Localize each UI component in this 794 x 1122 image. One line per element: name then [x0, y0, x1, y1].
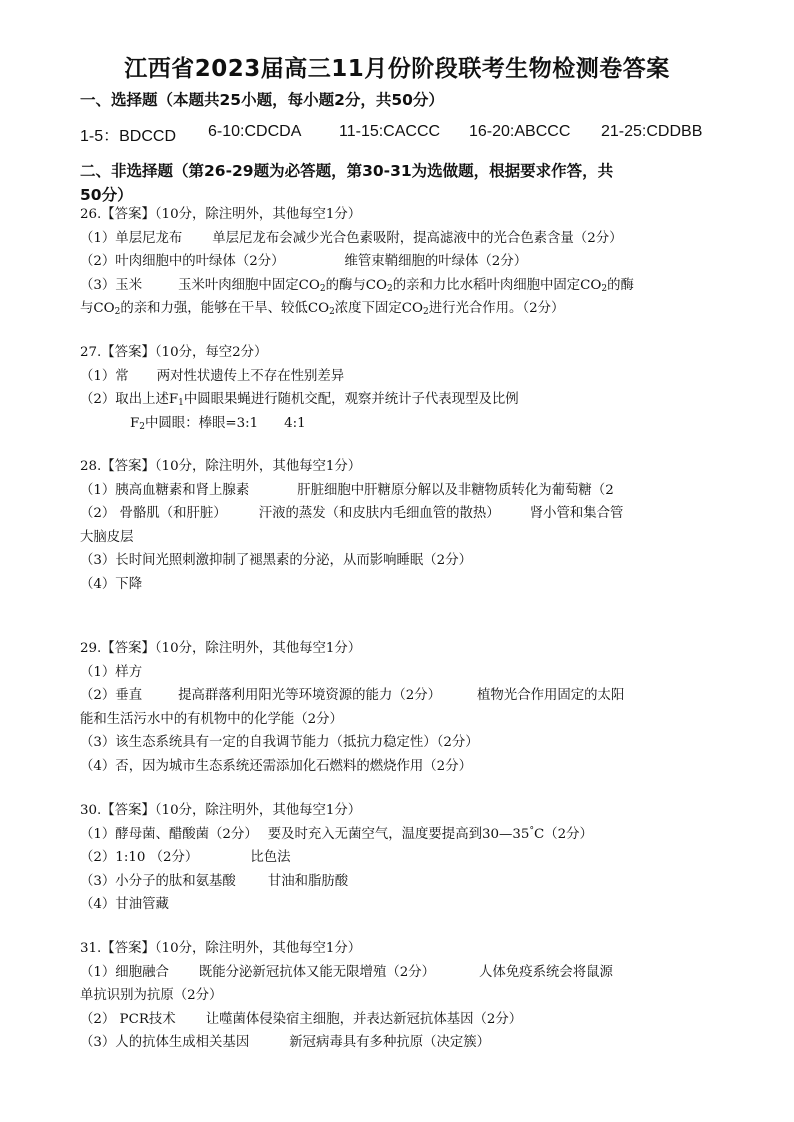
- q29-answer-2-cont: 能和生活污水中的有机物中的化学能（2分）: [80, 711, 343, 727]
- q26-header: 26.【答案】（10分，除注明外，其他每空1分）: [80, 207, 362, 222]
- q29-answer-3: （3）该生态系统具有一定的自我调节能力（抵抗力稳定性）（2分）: [80, 735, 479, 750]
- q27-answer-2: （2）取出上述$F_1$中圆眼果蝇进行随机交配，观察并统计子代表现型及比例: [80, 392, 519, 408]
- section2-heading: [80, 159, 720, 207]
- q29-answer-1: （1）样方: [80, 664, 143, 680]
- document-title: 江西省2023届高三11月份阶段联考生物检测卷答案: [124, 56, 670, 82]
- q28-answer-2-cont: 大脑皮层: [80, 529, 134, 545]
- q30-answer-4: （4）甘油管藏: [80, 897, 169, 912]
- mc-answer-group: 1-5：BDCCD: [80, 128, 177, 145]
- q28-answer-1: （1）胰高血糖素和肾上腺素 肝脏细胞中肝糖原分解以及非糖物质转化为葡萄糖（2: [80, 482, 614, 498]
- q31-answer-1-cont: 单抗识别为抗原（2分）: [80, 988, 223, 1003]
- question-28: [80, 455, 720, 596]
- q26-answer-2: （2）叶肉细胞中的叶绿体（2分） 维管束鞘细胞的叶绿体（2分）: [80, 254, 528, 269]
- q28-answer-4: （4）下降: [80, 576, 143, 592]
- question-31: [80, 937, 720, 1055]
- q29-answer-4: （4）否，因为城市生态系统还需添加化石燃料的燃烧作用（2分）: [80, 758, 472, 774]
- q27-header: 27.【答案】（10分，每空2分）: [80, 345, 268, 360]
- section2-heading-line1: 二、非选择题（第26-29题为必答题，第30-31为选做题，根据要求作答，共: [80, 162, 614, 180]
- mc-answer-group: 21-25:CDDBB: [601, 123, 703, 140]
- q28-answer-2: （2） 骨骼肌（和肝脏） 汗液的蒸发（和皮肤内毛细血管的散热） 肾小管和集合管: [80, 506, 624, 521]
- q28-header: 28.【答案】（10分，除注明外，其他每空1分）: [80, 459, 362, 474]
- question-27: [80, 341, 720, 435]
- section2-heading-line2: 50分）: [80, 186, 133, 204]
- question-26: [80, 203, 720, 321]
- q26-answer-1: （1）单层尼龙布 单层尼龙布会减少光合色素吸附，提高滤液中的光合色素含量（2分）: [80, 230, 623, 246]
- q26-answer-3-cont: 与$CO_2$的亲和力强，能够在干旱、较低$CO_2$浓度下固定$CO_2$进行光合作用。（2分）: [80, 301, 565, 317]
- q31-answer-3: （3）人的抗体生成相关基因 新冠病毒具有多种抗原（决定簇）: [80, 1035, 491, 1050]
- q28-answer-3: （3）长时间光照刺激抑制了褪黑素的分泌，从而影响睡眠（2分）: [80, 553, 472, 568]
- q29-answer-2: （2）垂直 提高群落利用阳光等环境资源的能力（2分） 植物光合作用固定的太阳: [80, 688, 625, 703]
- mc-answer-group: 16-20:ABCCC: [469, 123, 571, 140]
- mc-answer-group: 6-10:CDCDA: [208, 123, 302, 140]
- q30-answer-1: （1）酵母菌、醋酸菌（2分） 要及时充入无菌空气，温度要提高到30—35°C（2分）: [80, 825, 593, 842]
- q29-header: 29.【答案】（10分，除注明外，其他每空1分）: [80, 641, 362, 656]
- mc-answer-group: 11-15:CACCC: [339, 123, 441, 140]
- q31-answer-1: （1）细胞融合 既能分泌新冠抗体又能无限增殖（2分） 人体免疫系统会将鼠源: [80, 964, 613, 980]
- question-29: [80, 637, 720, 778]
- question-30: [80, 799, 720, 917]
- q27-answer-3: $F_2$中圆眼：棒眼=3:1 4:1: [130, 415, 306, 432]
- q27-answer-1: （1）常 两对性状遗传上不存在性别差异: [80, 368, 345, 384]
- q30-header: 30.【答案】（10分，除注明外，其他每空1分）: [80, 803, 362, 818]
- q30-answer-3: （3）小分子的肽和氨基酸 甘油和脂肪酸: [80, 873, 349, 889]
- q31-header: 31.【答案】（10分，除注明外，其他每空1分）: [80, 941, 362, 956]
- q31-answer-2: （2） PCR技术 让噬菌体侵染宿主细胞，并表达新冠抗体基因（2分）: [80, 1011, 523, 1027]
- q26-answer-3: （3）玉米 玉米叶肉细胞中固定$CO_2$的酶与$CO_2$的亲和力比水稻叶肉细胞中固定$CO_2$的酶: [80, 277, 634, 294]
- section1-heading: 一、选择题（本题共25小题，每小题2分，共50分）: [80, 91, 444, 109]
- q30-answer-2: （2）1:10 （2分） 比色法: [80, 850, 291, 865]
